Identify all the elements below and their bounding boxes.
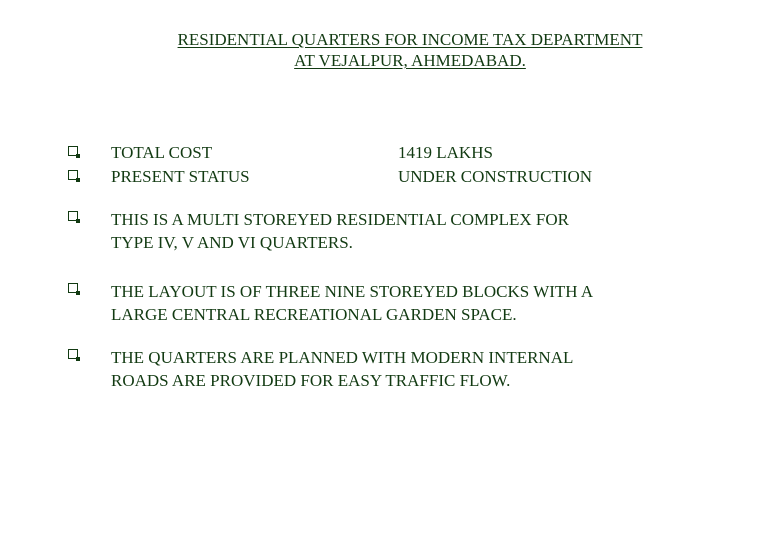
square-bullet-icon — [68, 349, 78, 359]
paragraph-1-line-2: TYPE IV, V AND VI QUARTERS. — [111, 233, 353, 252]
square-bullet-icon — [68, 170, 78, 180]
title-line-1: RESIDENTIAL QUARTERS FOR INCOME TAX DEPARTMENT — [177, 30, 643, 49]
page-title — [110, 29, 710, 71]
bullet-paragraph-2 — [111, 280, 593, 326]
square-bullet-icon — [68, 146, 78, 156]
paragraph-3-line-2: ROADS ARE PROVIDED FOR EASY TRAFFIC FLOW. — [111, 371, 511, 390]
paragraph-1-line-1: THIS IS A MULTI STOREYED RESIDENTIAL COMPLEX FOR — [111, 210, 569, 229]
fact-label-total-cost: TOTAL COST — [111, 143, 213, 162]
paragraph-2-line-1: THE LAYOUT IS OF THREE NINE STOREYED BLOCKS WITH A — [111, 282, 594, 301]
fact-label-present-status: PRESENT STATUS — [111, 167, 250, 186]
bullet-paragraph-1 — [111, 208, 569, 254]
fact-value-present-status: UNDER CONSTRUCTION — [398, 167, 593, 186]
paragraph-3-line-1: THE QUARTERS ARE PLANNED WITH MODERN INTERNAL — [111, 348, 574, 367]
title-line-2: AT VEJALPUR, AHMEDABAD. — [294, 51, 526, 70]
square-bullet-icon — [68, 211, 78, 221]
square-bullet-icon — [68, 283, 78, 293]
fact-value-total-cost: 1419 LAKHS — [398, 143, 493, 162]
paragraph-2-line-2: LARGE CENTRAL RECREATIONAL GARDEN SPACE. — [111, 305, 517, 324]
bullet-paragraph-3 — [111, 346, 573, 392]
